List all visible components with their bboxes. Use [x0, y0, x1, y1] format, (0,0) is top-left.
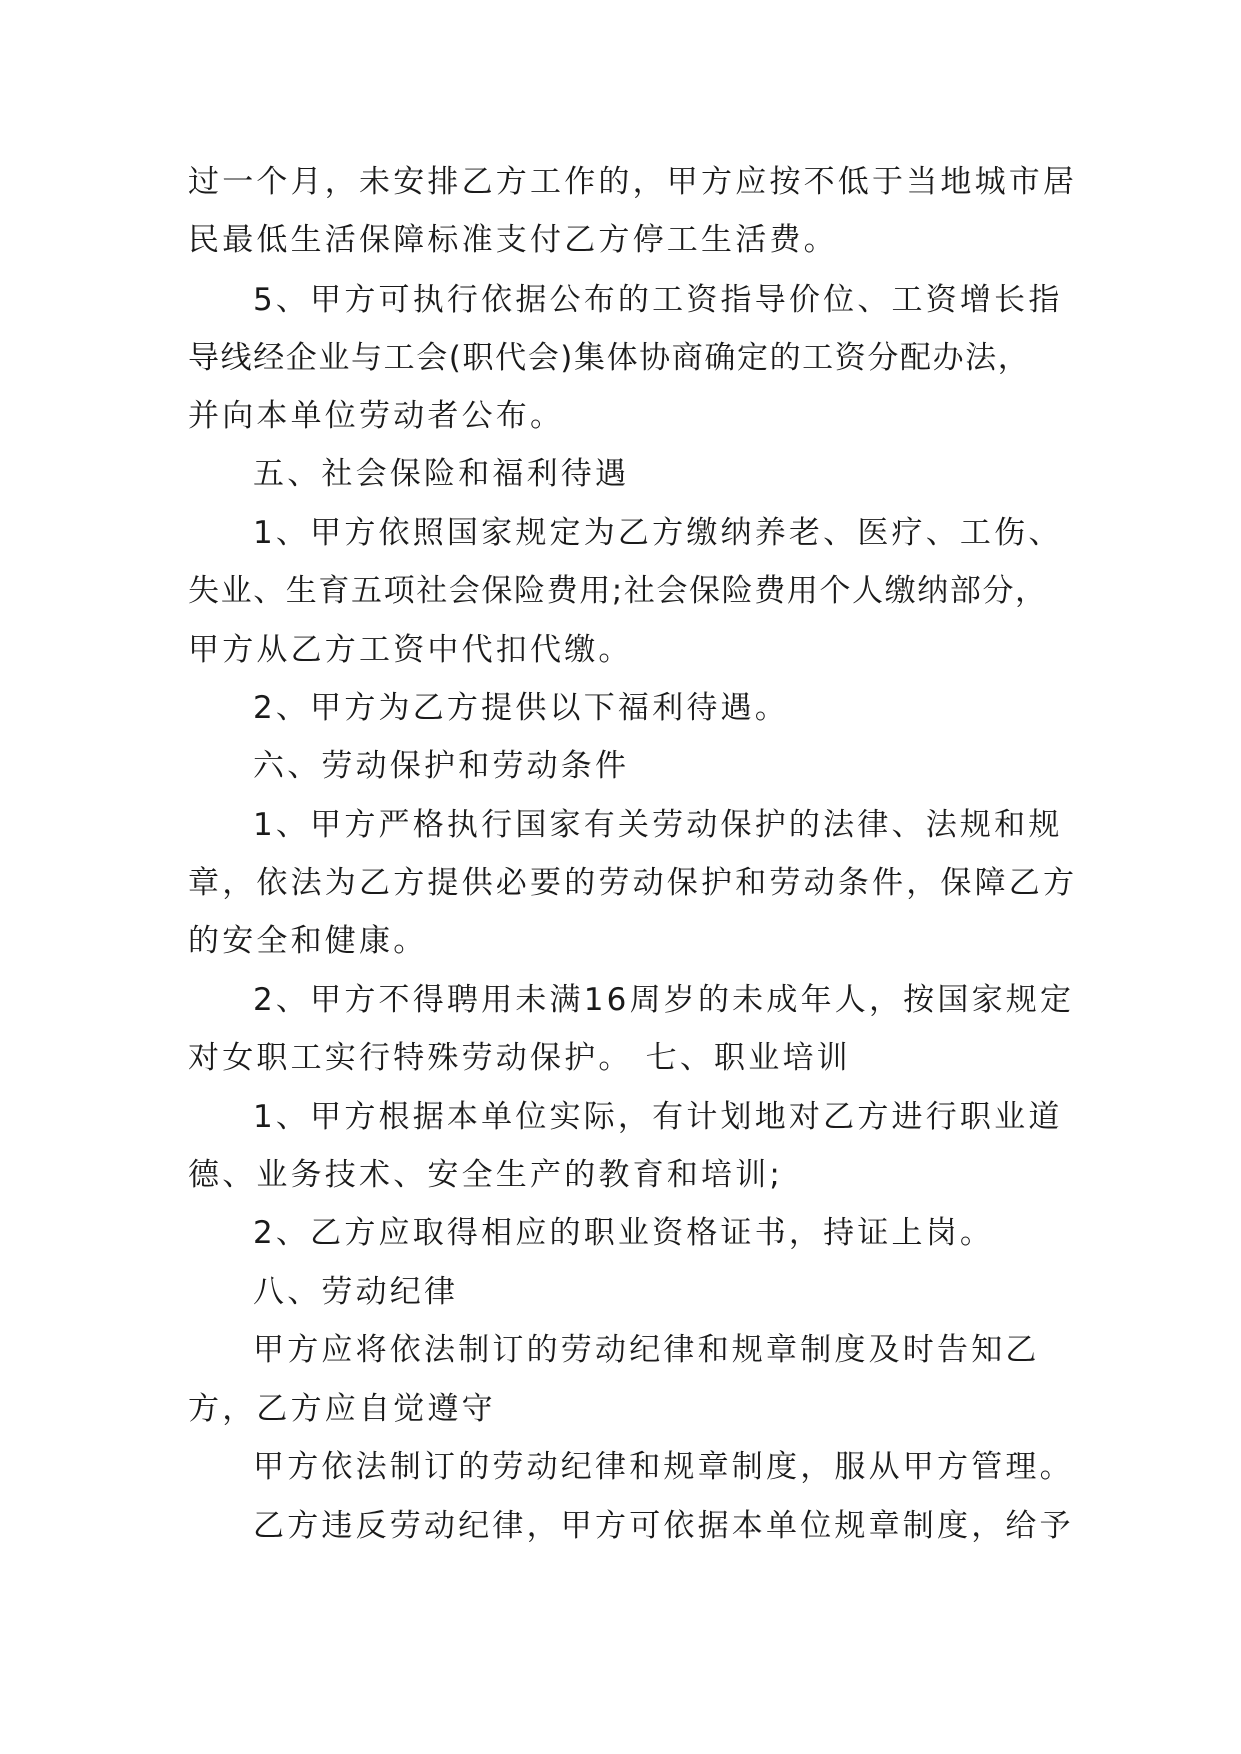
text-line: 2、甲方不得聘用未满16周岁的未成年人，按国家规定 — [253, 982, 1075, 1018]
text-line: 5、甲方可执行依据公布的工资指导价位、工资增长指 — [253, 282, 1063, 318]
text-line: 失业、生育五项社会保险费用;社会保险费用个人缴纳部分， — [188, 573, 1048, 609]
text-line: 2、乙方应取得相应的职业资格证书，持证上岗。 — [253, 1215, 995, 1251]
text-line: 并向本单位劳动者公布。 — [188, 398, 565, 434]
text-line: 的安全和健康。 — [188, 923, 428, 959]
text-line: 对女职工实行特殊劳动保护。 七、职业培训 — [188, 1040, 851, 1076]
section-heading: 八、劳动纪律 — [253, 1274, 459, 1310]
text-line: 导线经企业与工会(职代会)集体协商确定的工资分配办法， — [188, 340, 1031, 376]
text-line: 民最低生活保障标准支付乙方停工生活费。 — [188, 222, 838, 258]
text-line: 1、甲方根据本单位实际，有计划地对乙方进行职业道 — [253, 1099, 1063, 1135]
text-line: 甲方从乙方工资中代扣代缴。 — [188, 632, 633, 668]
text-line: 2、甲方为乙方提供以下福利待遇。 — [253, 690, 789, 726]
text-line: 过一个月，未安排乙方工作的，甲方应按不低于当地城市居 — [188, 164, 1078, 200]
text-line: 1、甲方严格执行国家有关劳动保护的法律、法规和规 — [253, 807, 1063, 843]
section-heading: 五、社会保险和福利待遇 — [253, 456, 630, 492]
text-line: 德、业务技术、安全生产的教育和培训; — [188, 1157, 784, 1193]
section-heading: 六、劳动保护和劳动条件 — [253, 748, 630, 784]
text-line: 乙方违反劳动纪律，甲方可依据本单位规章制度，给予 — [253, 1508, 1074, 1544]
text-line: 方，乙方应自觉遵守 — [188, 1391, 496, 1427]
text-line: 甲方依法制订的劳动纪律和规章制度，服从甲方管理。 — [253, 1449, 1074, 1485]
text-line: 1、甲方依照国家规定为乙方缴纳养老、医疗、工伤、 — [253, 515, 1063, 551]
text-line: 章，依法为乙方提供必要的劳动保护和劳动条件，保障乙方 — [188, 865, 1078, 901]
text-line: 甲方应将依法制订的劳动纪律和规章制度及时告知乙 — [253, 1332, 1040, 1368]
